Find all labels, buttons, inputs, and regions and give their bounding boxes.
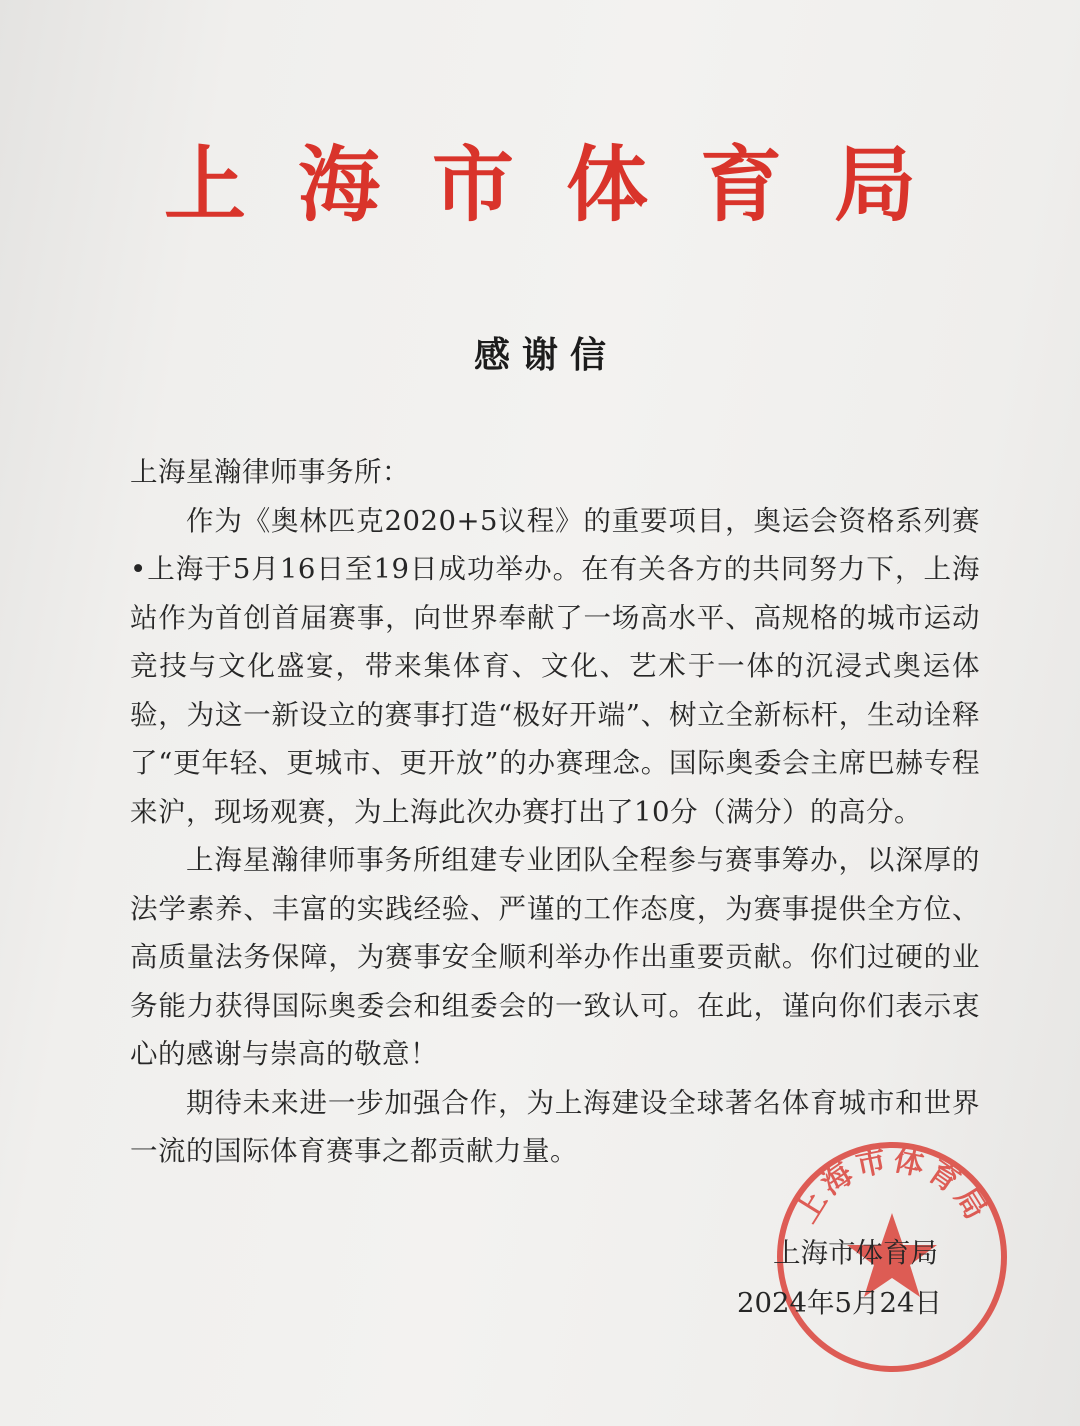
document-title: 感谢信 <box>473 334 618 376</box>
seal-text: 上海市体育局 <box>788 1142 996 1229</box>
paragraph-3: 期待未来进一步加强合作，为上海建设全球著名体育城市和世界一流的国际体育赛事之都贡献力量。 <box>130 1086 980 1167</box>
paragraph-2: 上海星瀚律师事务所组建专业团队全程参与赛事筹办，以深厚的法学素养、丰富的实践经验、严谨的工作态度，为赛事提供全方位、高质量法务保障，为赛事安全顺利举办作出重要贡献。你们过硬的业务能力获得国际奥委会和组委会的一致认可。在此，谨向你们表示衷心的感谢与崇高的敬意！ <box>130 844 980 1070</box>
paragraph-1: 作为《奥林匹克2020+5议程》的重要项目，奥运会资格系列赛•上海于5月16日至19日成功举办。在有关各方的共同努力下，上海站作为首创首届赛事，向世界奉献了一场高水平、高规格的城市运动竞技与文化盛宴，带来集体育、文化、艺术于一体的沉浸式奥运体验，为这一新设立的赛事打造“极好开端”、树立全新标杆，生动诠释了“更年轻、更城市、更开放”的办赛理念。国际奥委会主席巴赫专程来沪，现场观赛，为上海此次办赛打出了10分（满分）的高分。 <box>130 504 980 828</box>
signature-date: 2024年5月24日 <box>737 1287 942 1319</box>
salutation: 上海星瀚律师事务所： <box>130 456 410 488</box>
letter-body <box>130 448 980 1176</box>
signature-organization: 上海市体育局 <box>773 1237 938 1269</box>
signature-block <box>737 1228 942 1328</box>
letterhead-title: 上海市体育局 <box>163 137 968 233</box>
